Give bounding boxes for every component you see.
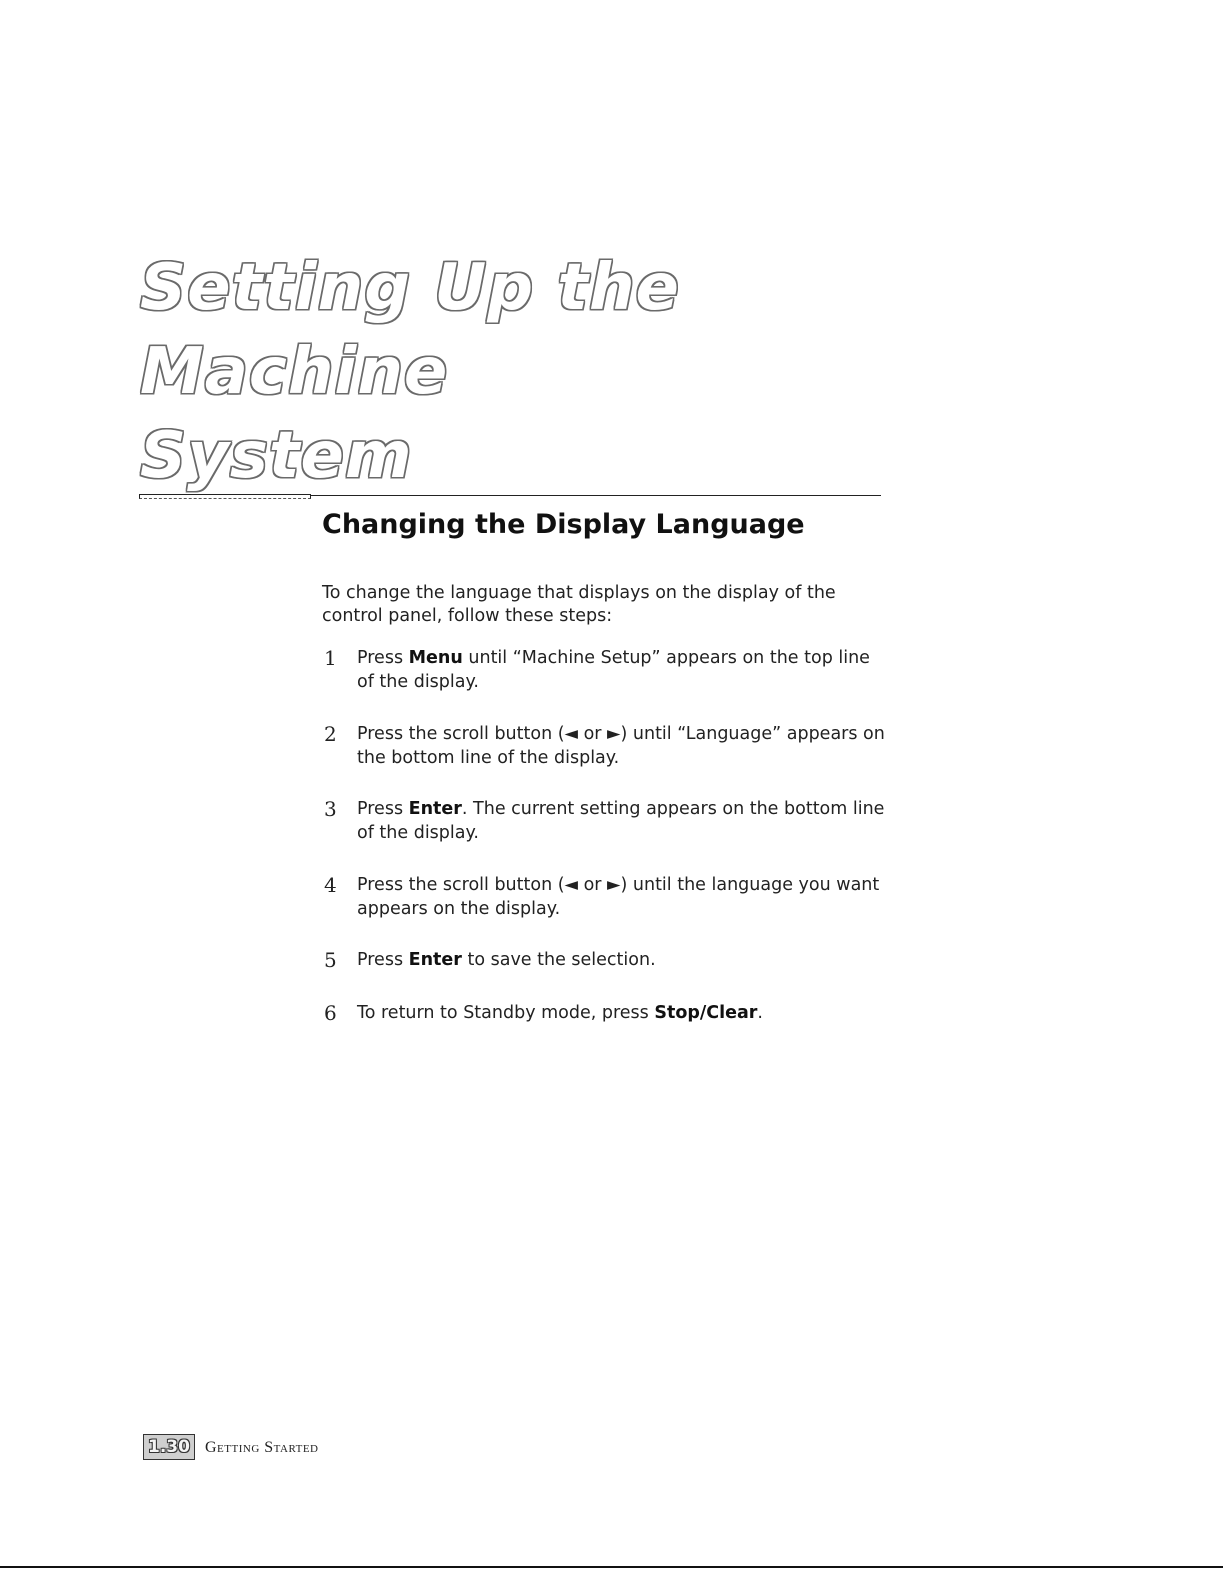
page-number-badge: 1.30 <box>143 1434 195 1460</box>
stop-clear-key-label: Stop/Clear <box>654 1003 758 1023</box>
section-rule-accent <box>139 494 311 499</box>
step-number: 3 <box>324 797 337 821</box>
enter-key-label: Enter <box>408 950 462 970</box>
step-number: 5 <box>324 948 337 972</box>
page-bottom-rule <box>0 1566 1223 1568</box>
step-text: To return to Standby mode, press Stop/Clear. <box>357 1003 763 1023</box>
footer-chapter-label: Getting Started <box>205 1439 319 1456</box>
section-rule <box>311 495 881 496</box>
step-number: 1 <box>324 646 337 670</box>
step-text: Press the scroll button (◄ or ►) until the language you want appears on the display. <box>357 875 880 919</box>
step-text: Press Menu until “Machine Setup” appears on the top line of the display. <box>357 648 870 692</box>
chapter-title-line-2: System <box>140 419 413 493</box>
chapter-title <box>140 246 900 498</box>
chapter-title-line-1: Setting Up the Machine <box>140 251 680 409</box>
step-number: 6 <box>324 1001 337 1025</box>
step-number: 2 <box>324 722 337 746</box>
step-text: Press the scroll button (◄ or ►) until “Language” appears on the bottom line of the display. <box>357 724 885 768</box>
section-heading: Changing the Display Language <box>322 509 805 540</box>
menu-key-label: Menu <box>408 648 463 668</box>
step-number: 4 <box>324 873 337 897</box>
enter-key-label: Enter <box>408 799 462 819</box>
step-text: Press Enter. The current setting appears on the bottom line of the display. <box>357 799 885 843</box>
intro-paragraph: To change the language that displays on the display of the control panel, follow these steps: <box>322 583 836 626</box>
step-text: Press Enter to save the selection. <box>357 950 656 970</box>
